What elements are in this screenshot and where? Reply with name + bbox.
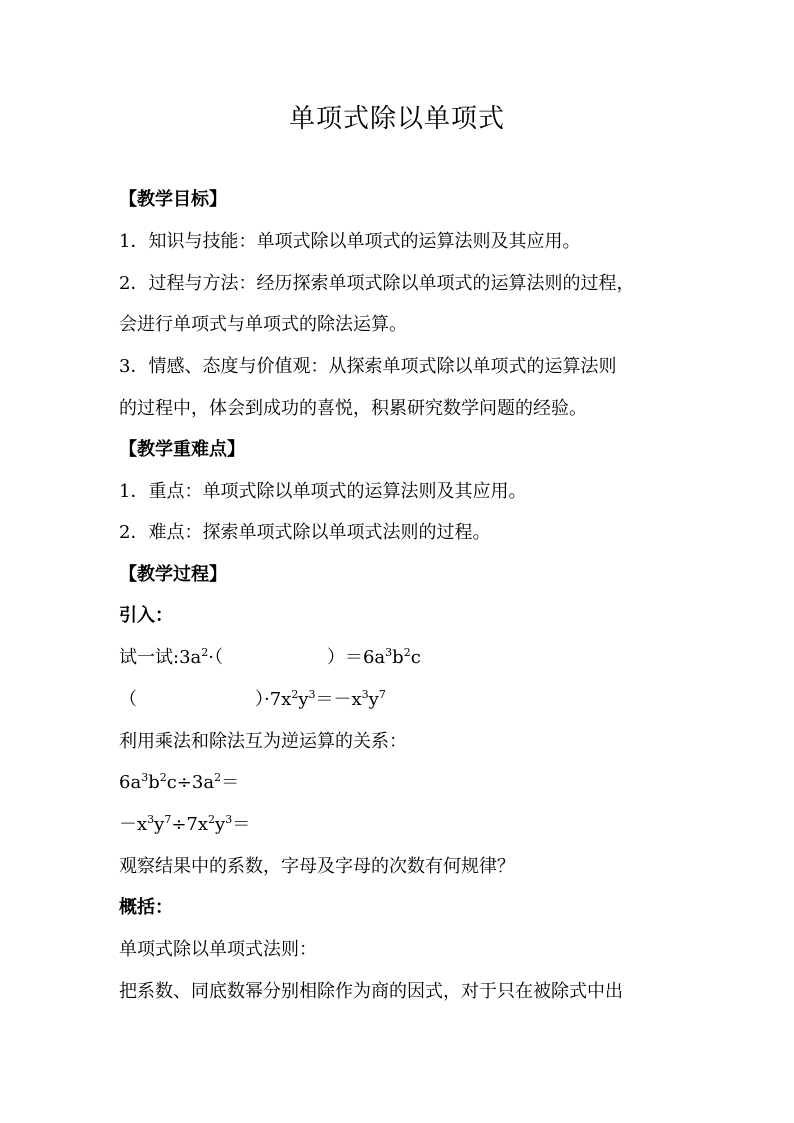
intro-label: 引入：	[119, 605, 173, 626]
division-2: $-x^3y^7\div 7x^2y^3=$	[119, 813, 251, 835]
section-heading-goals: 【教学目标】	[119, 189, 227, 210]
goal-item-2-line-1: 2．过程与方法：经历探索单项式除以单项式的运算法则的过程，	[119, 273, 635, 294]
key-point-2: 2．难点：探索单项式除以单项式法则的过程。	[119, 522, 491, 543]
goal-item-3-line-1: 3．情感、态度与价值观：从探索单项式除以单项式的运算法则	[119, 356, 617, 377]
division-1: $6a^3b^2c\div 3a^2=$	[119, 771, 240, 793]
summary-label: 概括：	[119, 897, 173, 918]
equation-2: （ ）$\cdot 7x^2y^3=-x^3y^7$	[119, 688, 386, 710]
observe-question: 观察结果中的系数，字母及字母的次数有何规律？	[119, 856, 515, 877]
rule-title: 单项式除以单项式法则：	[119, 939, 317, 960]
goal-item-2-line-2: 会进行单项式与单项式的除法运算。	[119, 314, 407, 335]
page-title: 单项式除以单项式	[288, 104, 505, 134]
try-equation: 试一试$:3a^2\cdot$（ ）$=6a^3b^2c$	[119, 646, 421, 668]
key-point-1: 1．重点：单项式除以单项式的运算法则及其应用。	[119, 481, 527, 502]
section-heading-process: 【教学过程】	[119, 564, 227, 585]
relation-text: 利用乘法和除法互为逆运算的关系：	[119, 731, 407, 752]
goal-item-1: 1．知识与技能：单项式除以单项式的运算法则及其应用。	[119, 231, 581, 252]
rule-text-line-1: 把系数、同底数幂分别相除作为商的因式，对于只在被除式中出	[119, 981, 623, 1002]
goal-item-3-line-2: 的过程中，体会到成功的喜悦，积累研究数学问题的经验。	[119, 398, 587, 419]
section-heading-key-points: 【教学重难点】	[119, 439, 245, 460]
